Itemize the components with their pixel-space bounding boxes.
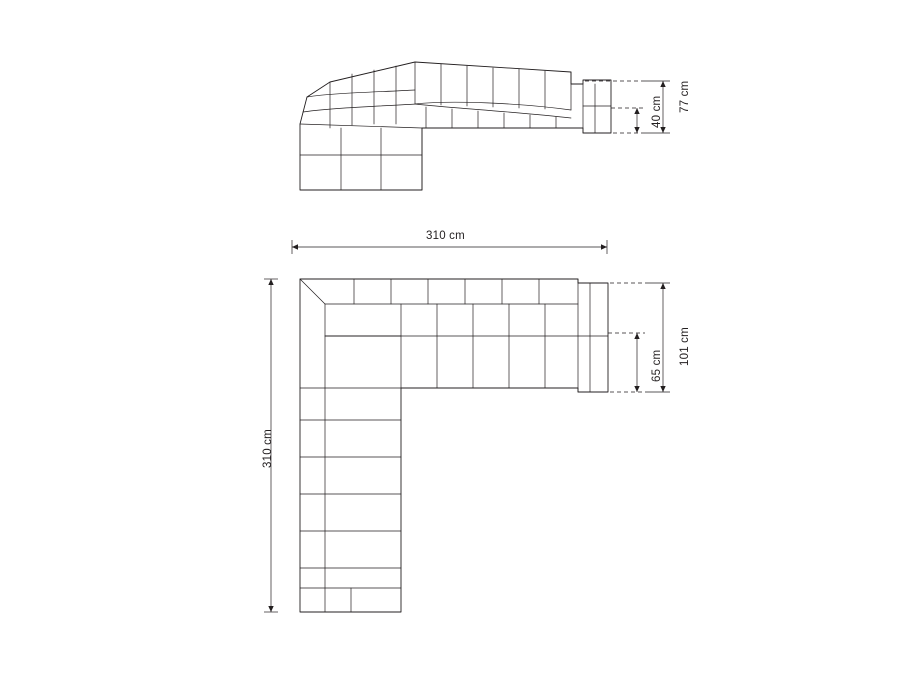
dimension-label-height-40: 40 cm <box>651 95 663 128</box>
dimension-label-height-77: 77 cm <box>679 80 691 113</box>
plan-width-dimension-group <box>292 240 607 254</box>
top-plan-view <box>300 279 608 612</box>
dimension-label-depth-310: 310 cm <box>262 429 274 468</box>
dimension-label-depth-65: 65 cm <box>651 349 663 382</box>
front-elevation-view <box>300 62 611 190</box>
dimension-label-width-310: 310 cm <box>426 230 465 242</box>
dimension-label-depth-101: 101 cm <box>679 327 691 366</box>
